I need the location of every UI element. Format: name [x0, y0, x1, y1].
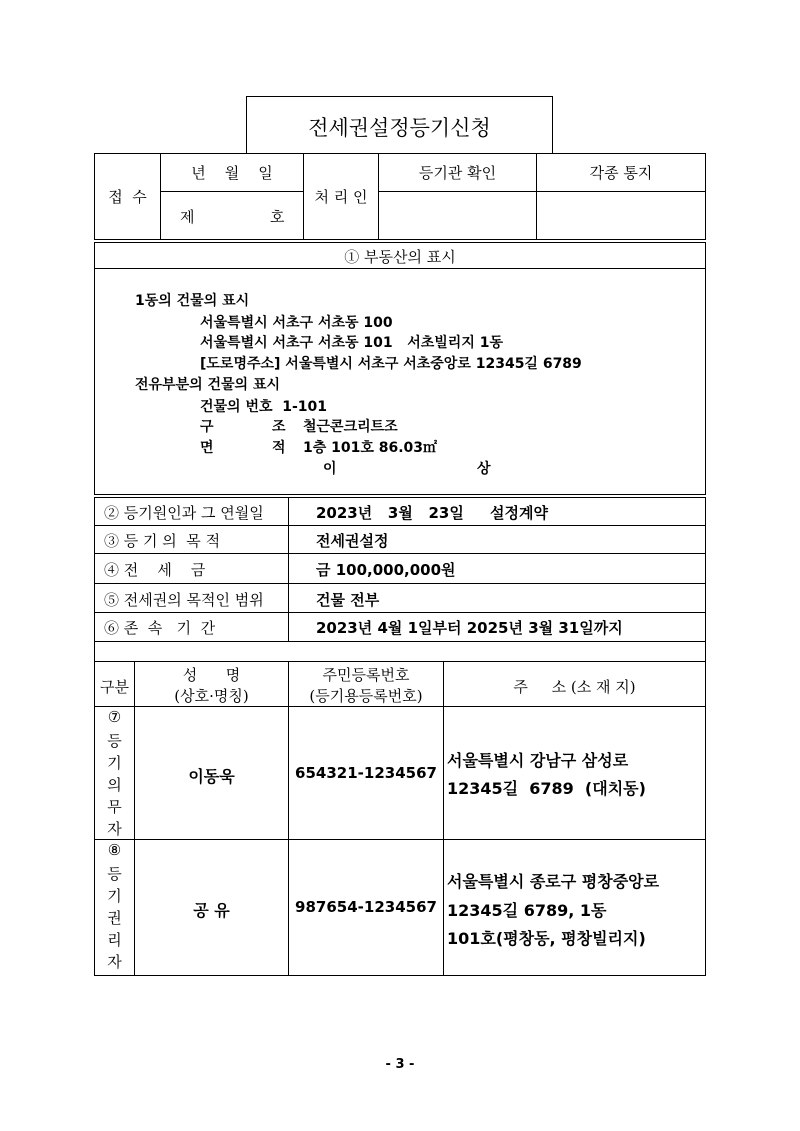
holder-category-char: 등	[107, 865, 122, 883]
header-category: 구분	[100, 678, 129, 696]
obligor-address-line: 서울특별시 강남구 삼성로	[447, 751, 629, 770]
field-label-deposit: ④ 전 세 금	[104, 561, 206, 579]
header-address: 주 소 (소 재 지)	[513, 678, 636, 696]
property-section-title: ① 부동산의 표시	[344, 248, 456, 266]
obligor-address-line: 12345길 6789 (대치동)	[447, 779, 646, 798]
field-label-period: ⑥ 존 속 기 간	[104, 619, 216, 637]
holder-category-char: 자	[107, 953, 122, 971]
header-name-a: 성 명	[182, 666, 241, 684]
holder-category-char: ⑧	[107, 841, 122, 859]
area-label-a: 면	[200, 440, 214, 456]
structure-label-a: 구	[200, 419, 214, 435]
obligor-category-char: 등	[107, 732, 122, 750]
property-line-4: [도로명주소] 서울특별시 서초구 서초중앙로 12345길 6789	[200, 356, 582, 372]
field-value-deposit: 금 100,000,000원	[316, 561, 456, 579]
end-mark-a: 이	[323, 461, 337, 477]
field-label-scope: ⑤ 전세권의 목적인 범위	[104, 591, 264, 609]
obligor-category-char: ⑦	[107, 708, 122, 726]
area-value: 1층 101호 86.03㎡	[303, 440, 438, 456]
form-title: 전세권설정등기신청	[308, 116, 491, 140]
end-mark-b: 상	[477, 461, 491, 477]
reception-number-label-b: 호	[270, 208, 285, 226]
field-label-cause: ② 등기원인과 그 연월일	[104, 504, 264, 522]
property-line-5: 전유부분의 건물의 표시	[135, 377, 280, 393]
processor-label: 처 리 인	[314, 188, 368, 206]
header-name-b: (상호·명칭)	[174, 687, 249, 705]
field-value-period: 2023년 4월 1일부터 2025년 3월 31일까지	[316, 619, 623, 637]
structure-value: 철근콘크리트조	[303, 419, 398, 435]
registrar-check-label: 등기관 확인	[418, 164, 497, 182]
field-label-purpose: ③ 등 기 의 목 적	[104, 532, 221, 550]
holder-address-line: 서울특별시 종로구 평창중앙로	[447, 872, 660, 891]
obligor-category-char: 의	[107, 776, 122, 794]
obligor-id: 654321-1234567	[295, 764, 437, 782]
notices-label: 각종 통지	[589, 164, 653, 182]
field-value-purpose: 전세권설정	[316, 532, 389, 550]
header-id-a: 주민등록번호	[322, 666, 410, 684]
holder-name: 공 유	[193, 901, 230, 920]
property-line-2: 서울특별시 서초구 서초동 100	[200, 315, 393, 331]
area-label-b: 적	[272, 440, 286, 456]
field-value-scope: 건물 전부	[316, 591, 380, 609]
holder-category-char: 권	[107, 909, 122, 927]
holder-address-line: 12345길 6789, 1동	[447, 901, 607, 920]
obligor-category-char: 기	[107, 754, 122, 772]
holder-category-char: 리	[107, 931, 122, 949]
property-line-6: 건물의 번호 1-101	[200, 399, 328, 415]
holder-category-char: 기	[107, 887, 122, 905]
structure-label-b: 조	[272, 419, 286, 435]
property-line-3: 서울특별시 서초구 서초동 101 서초빌리지 1동	[200, 335, 503, 351]
reception-number-label-a: 제	[180, 208, 195, 226]
reception-date-label: 년 월 일	[191, 164, 273, 182]
field-value-cause: 2023년 3월 23일 설정계약	[316, 504, 548, 522]
property-line-1: 1동의 건물의 표시	[135, 293, 250, 309]
obligor-name: 이동욱	[188, 767, 235, 786]
page-number: - 3 -	[385, 1057, 415, 1072]
header-id-b: (등기용등록번호)	[309, 687, 423, 705]
obligor-category-char: 자	[107, 820, 122, 838]
holder-address-line: 101호(평창동, 평창빌리지)	[447, 929, 646, 948]
reception-label: 접 수	[108, 188, 147, 206]
obligor-category-char: 무	[107, 798, 122, 816]
holder-id: 987654-1234567	[295, 898, 437, 916]
